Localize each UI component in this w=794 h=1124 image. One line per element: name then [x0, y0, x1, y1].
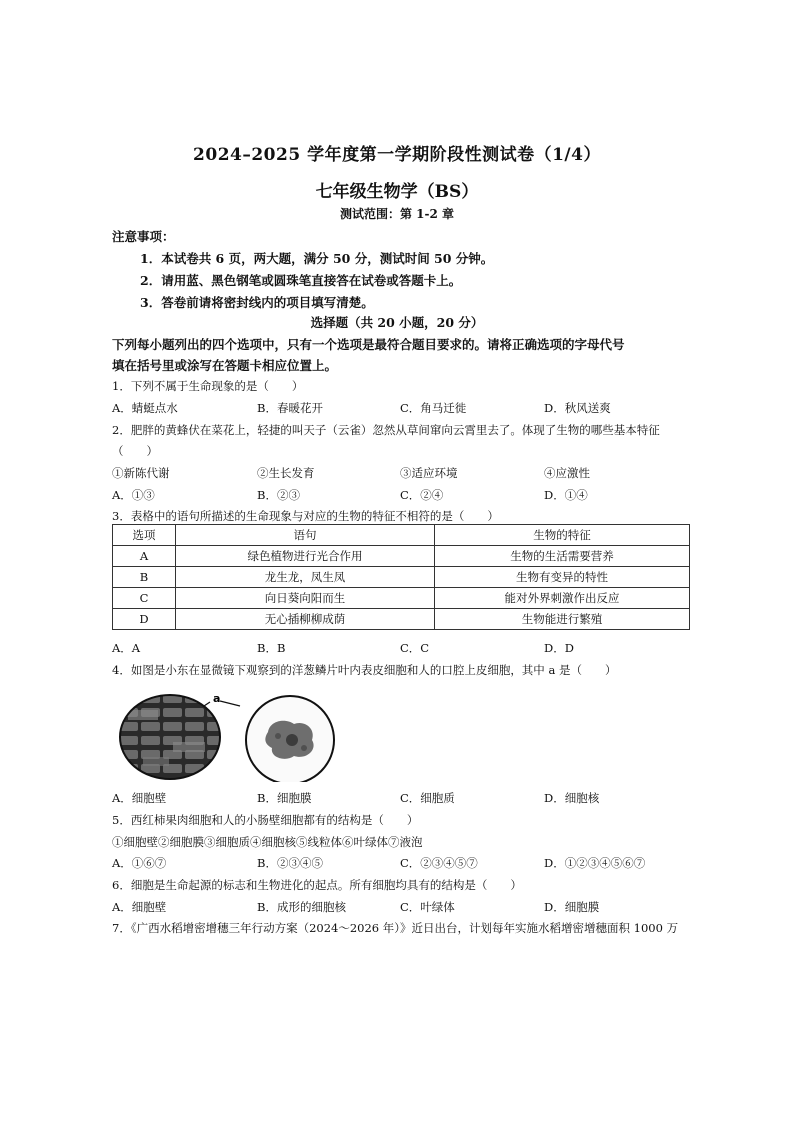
item: ②生长发育	[257, 466, 315, 480]
figure-label-a: a	[213, 692, 221, 705]
question-5: 5．西红柿果肉细胞和人的小肠壁细胞都有的结构是（ ）	[112, 813, 419, 827]
section-instructions: 下列每小题列出的四个选项中，只有一个选项是最符合题目要求的。请将正确选项的字母代号	[112, 337, 625, 352]
option-a[interactable]: A．蜻蜓点水	[112, 401, 178, 415]
option-a[interactable]: A．细胞壁	[112, 791, 167, 805]
table-cell: 能对外界刺激作出反应	[435, 588, 690, 609]
cheek-cell-nucleus	[286, 734, 298, 746]
cell-texture	[301, 745, 307, 751]
table-header: 选项	[113, 525, 176, 546]
cell-texture	[275, 733, 281, 739]
table-row	[113, 567, 690, 588]
item: ③适应环境	[400, 466, 458, 480]
option-c[interactable]: C．C	[400, 641, 430, 655]
table-header: 生物的特征	[435, 525, 690, 546]
option-a[interactable]: A．A	[112, 641, 141, 655]
section-instructions: 填在括号里或涂写在答题卡相应位置上。	[112, 358, 338, 373]
option-b[interactable]: B．春暖花开	[257, 401, 323, 415]
option-c[interactable]: C．细胞质	[400, 791, 455, 805]
table-cell: 向日葵向阳而生	[176, 588, 435, 609]
table-row	[113, 588, 690, 609]
exam-subtitle: 七年级生物学（BS）	[315, 182, 479, 202]
note-item: 2．请用蓝、黑色钢笔或圆珠笔直接答在试卷或答题卡上。	[140, 273, 462, 288]
item: ④应激性	[544, 466, 590, 480]
table-cell: 绿色植物进行光合作用	[176, 546, 435, 567]
question-1: 1．下列不属于生命现象的是（ ）	[112, 379, 304, 393]
item: ①新陈代谢	[112, 466, 170, 480]
table-cell: D	[113, 609, 176, 630]
question-5-items: ①细胞壁②细胞膜③细胞质④细胞核⑤线粒体⑥叶绿体⑦液泡	[112, 835, 423, 849]
question-7: 7．《广西水稻增密增穗三年行动方案（2024～2026 年）》近日出台，计划每年实施水稻增密增穗面积 1000 万	[112, 921, 679, 935]
microscope-cells-figure	[118, 692, 358, 782]
option-d[interactable]: D．①②③④⑤⑥⑦	[544, 856, 646, 870]
question-4: 4．如图是小东在显微镜下观察到的洋葱鳞片叶内表皮细胞和人的口腔上皮细胞，其中 a 是（ ）	[112, 663, 617, 677]
option-a[interactable]: A．细胞壁	[112, 900, 167, 914]
option-b[interactable]: B．②③④⑤	[257, 856, 323, 870]
option-b[interactable]: B．成形的细胞核	[257, 900, 346, 914]
notes-heading: 注意事项：	[112, 229, 175, 244]
section-title: 选择题（共 20 小题，20 分）	[310, 315, 484, 330]
table-cell: 生物有变异的特性	[435, 567, 690, 588]
question-2: 2．肥胖的黄蜂伏在菜花上，轻捷的叫天子（云雀）忽然从草间窜向云霄里去了。体现了生物的哪些基本特征	[112, 423, 660, 437]
table-header: 语句	[176, 525, 435, 546]
note-item: 1．本试卷共 6 页，两大题，满分 50 分，测试时间 50 分钟。	[140, 251, 494, 266]
question-3: 3．表格中的语句所描述的生命现象与对应的生物的特征不相符的是（ ）	[112, 509, 499, 523]
onion-cells-view	[118, 692, 228, 782]
table-row	[113, 546, 690, 567]
option-c[interactable]: C．角马迁徙	[400, 401, 467, 415]
option-d[interactable]: D．细胞核	[544, 791, 600, 805]
option-d[interactable]: D．D	[544, 641, 574, 655]
option-b[interactable]: B．②③	[257, 488, 300, 502]
table-cell: A	[113, 546, 176, 567]
option-b[interactable]: B．细胞膜	[257, 791, 312, 805]
option-d[interactable]: D．①④	[544, 488, 588, 502]
figure-pointer-line	[204, 702, 210, 706]
option-d[interactable]: D．秋风送爽	[544, 401, 611, 415]
exam-title: 2024–2025 学年度第一学期阶段性测试卷（1/4）	[193, 145, 601, 165]
table-cell: C	[113, 588, 176, 609]
table-cell: 龙生龙，凤生凤	[176, 567, 435, 588]
option-c[interactable]: C．②③④⑤⑦	[400, 856, 478, 870]
option-b[interactable]: B．B	[257, 641, 286, 655]
table-cell: B	[113, 567, 176, 588]
option-d[interactable]: D．细胞膜	[544, 900, 600, 914]
table-cell: 无心插柳柳成荫	[176, 609, 435, 630]
test-range: 测试范围：第 1-2 章	[339, 207, 455, 221]
figure-pointer-line	[220, 701, 240, 706]
option-a[interactable]: A．①⑥⑦	[112, 856, 167, 870]
table-cell: 生物能进行繁殖	[435, 609, 690, 630]
question-2-bracket: （ ）	[112, 444, 158, 458]
note-item: 3．答卷前请将密封线内的项目填写清楚。	[140, 295, 374, 310]
table-row	[113, 609, 690, 630]
table-cell: 生物的生活需要营养	[435, 546, 690, 567]
option-c[interactable]: C．叶绿体	[400, 900, 455, 914]
question-6: 6．细胞是生命起源的标志和生物进化的起点。所有细胞均具有的结构是（ ）	[112, 878, 522, 892]
option-c[interactable]: C．②④	[400, 488, 444, 502]
question-3-table	[112, 524, 690, 630]
option-a[interactable]: A．①③	[112, 488, 155, 502]
table-header-row	[113, 525, 690, 546]
